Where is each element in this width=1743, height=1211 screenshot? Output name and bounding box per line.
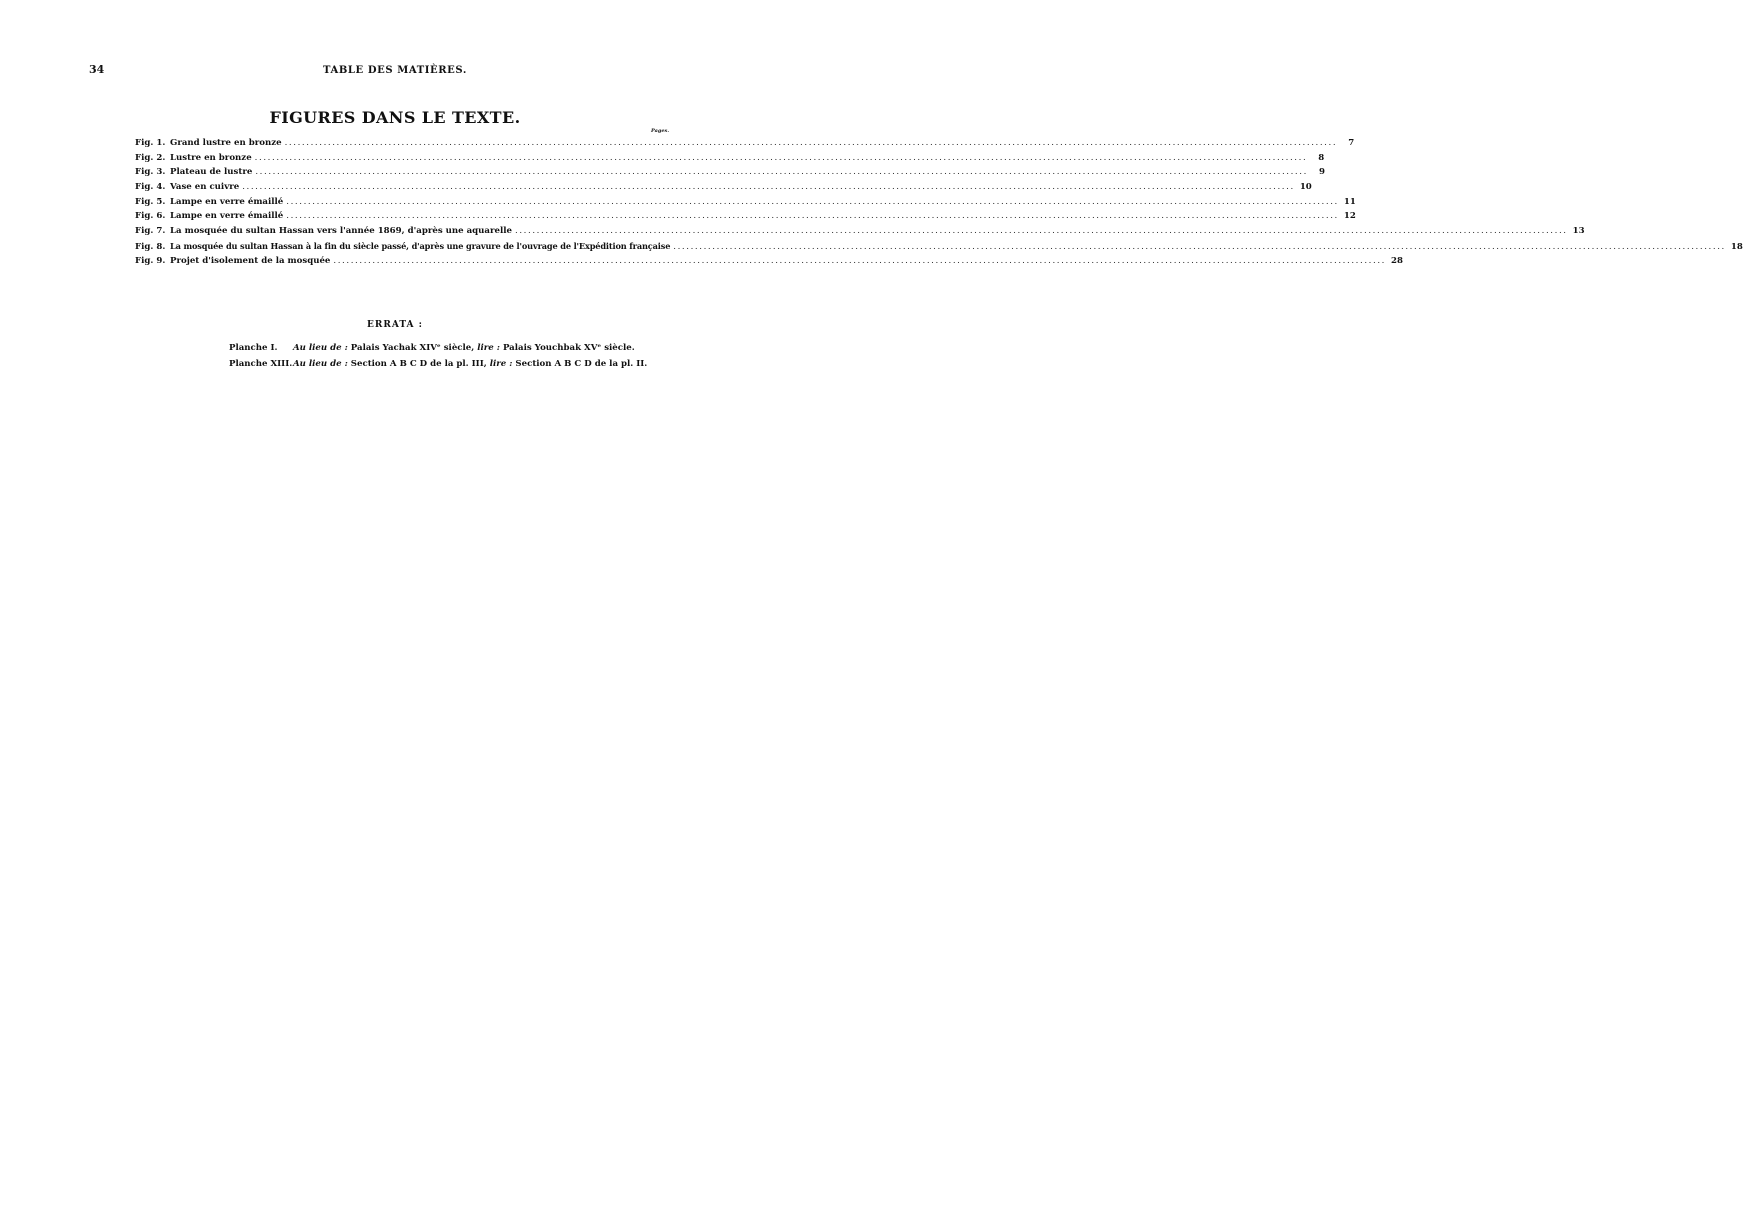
errata-correction: [293, 343, 635, 353]
errata-title: ERRATA :: [367, 320, 423, 330]
figure-page: 10: [1299, 182, 1312, 193]
list-item: [135, 138, 1355, 153]
errata-lead: Au lieu de :: [293, 343, 348, 353]
errata-read: lire :: [477, 343, 500, 353]
figure-page: 28: [1391, 255, 1403, 266]
list-item: [135, 211, 1356, 226]
figure-label: Fig. 5.: [135, 196, 166, 207]
errata-right: Section A B C D de la pl. II.: [515, 359, 648, 369]
figure-label: Fig. 2.: [135, 152, 166, 163]
figure-title: Plateau de lustre: [170, 167, 253, 178]
figure-page: 13: [1572, 226, 1585, 237]
figure-title: Lampe en verre émaillé: [170, 211, 284, 222]
figure-label: Fig. 8.: [135, 241, 166, 252]
figure-title: Lustre en bronze: [170, 152, 252, 163]
figures-list: [135, 138, 1743, 270]
dot-leader: [286, 197, 1339, 207]
list-item: [135, 167, 1325, 182]
dot-leader: [242, 182, 1295, 192]
dot-leader: [673, 242, 1726, 252]
figure-title: La mosquée du sultan Hassan vers l'année 1869, d'après une aquarelle: [170, 226, 512, 237]
pages-column-label: Pages.: [651, 128, 670, 134]
list-item: [135, 226, 1585, 241]
errata-right: Palais Youchbak XVᵉ siècle.: [502, 343, 635, 353]
dot-leader: [285, 138, 1338, 148]
section-title: FIGURES DANS LE TEXTE.: [269, 108, 521, 127]
running-head: TABLE DES MATIÈRES.: [323, 65, 467, 76]
figure-label: Fig. 9.: [135, 255, 166, 266]
errata-lead: Au lieu de :: [293, 359, 348, 369]
figure-page: 12: [1343, 211, 1356, 222]
errata-read: lire :: [489, 359, 513, 369]
figure-page: 9: [1318, 167, 1325, 178]
dot-leader: [333, 256, 1386, 266]
errata-wrong: Palais Yachak XIVᵉ siècle,: [350, 343, 475, 353]
figure-label: Fig. 7.: [135, 226, 166, 237]
figure-title: Grand lustre en bronze: [170, 138, 282, 148]
dot-leader: [286, 211, 1339, 221]
figure-page: 8: [1318, 152, 1325, 163]
list-item: [135, 240, 1743, 256]
figure-label: Fig. 4.: [135, 182, 166, 193]
errata-wrong: Section A B C D de la pl. III,: [350, 359, 487, 369]
page-number: 34: [89, 63, 105, 76]
list-item: [135, 196, 1356, 212]
list-item: [135, 255, 1403, 271]
list-item: [135, 152, 1325, 168]
dot-leader: [515, 226, 1568, 236]
errata-plate: Planche XIII.: [229, 359, 293, 369]
figure-page: 11: [1343, 196, 1356, 207]
errata-correction: [293, 359, 647, 369]
errata-item: [229, 359, 647, 375]
errata-list: [229, 343, 647, 375]
figure-page: 7: [1348, 138, 1355, 148]
figure-title: Projet d'isolement de la mosquée: [170, 255, 331, 266]
figure-title: La mosquée du sultan Hassan à la fin du siècle passé, d'après une gravure de l'ouvrage de l'Expédition française: [170, 240, 671, 251]
dot-leader: [255, 167, 1308, 177]
figure-title: Lampe en verre émaillé: [170, 196, 284, 207]
list-item: [135, 182, 1312, 197]
figure-label: Fig. 6.: [135, 211, 166, 222]
figure-label: Fig. 1.: [135, 138, 166, 148]
figure-label: Fig. 3.: [135, 167, 166, 178]
figure-title: Vase en cuivre: [170, 182, 240, 193]
errata-plate: Planche I.: [229, 343, 278, 353]
dot-leader: [255, 153, 1308, 163]
figure-page: 18: [1730, 241, 1743, 252]
errata-item: [229, 343, 647, 359]
